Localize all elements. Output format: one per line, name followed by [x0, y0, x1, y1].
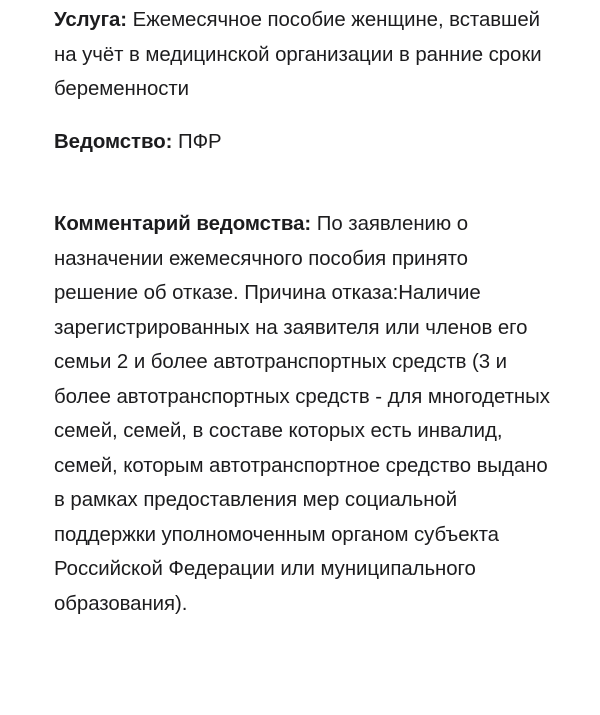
agency-label: Ведомство:	[54, 131, 173, 153]
agency-value: ПФР	[172, 131, 222, 153]
agency-comment-field	[54, 207, 554, 621]
service-label: Услуга:	[54, 9, 128, 31]
service-field	[54, 3, 554, 107]
agency-comment-value: По заявлению о назначении ежемесячного пособия принято решение об отказе. Причина отказа:Наличие зарегистрированных на заявителя или членов его семьи 2 и более автотранспортных средств (3 и более автотранспортных средств - для многодетных семей, семей, в составе которых есть инвалид, семей, которым автотранспортное средство выдано в рамках предоставления мер социальной поддержки уполномоченным органом субъекта Российской Федерации или муниципального образования).	[54, 213, 550, 615]
agency-comment-label: Комментарий ведомства:	[54, 213, 312, 235]
agency-field	[54, 125, 554, 160]
service-value: Ежемесячное пособие женщине, вставшей на учёт в медицинской организации в ранние сроки беременности	[54, 9, 542, 100]
